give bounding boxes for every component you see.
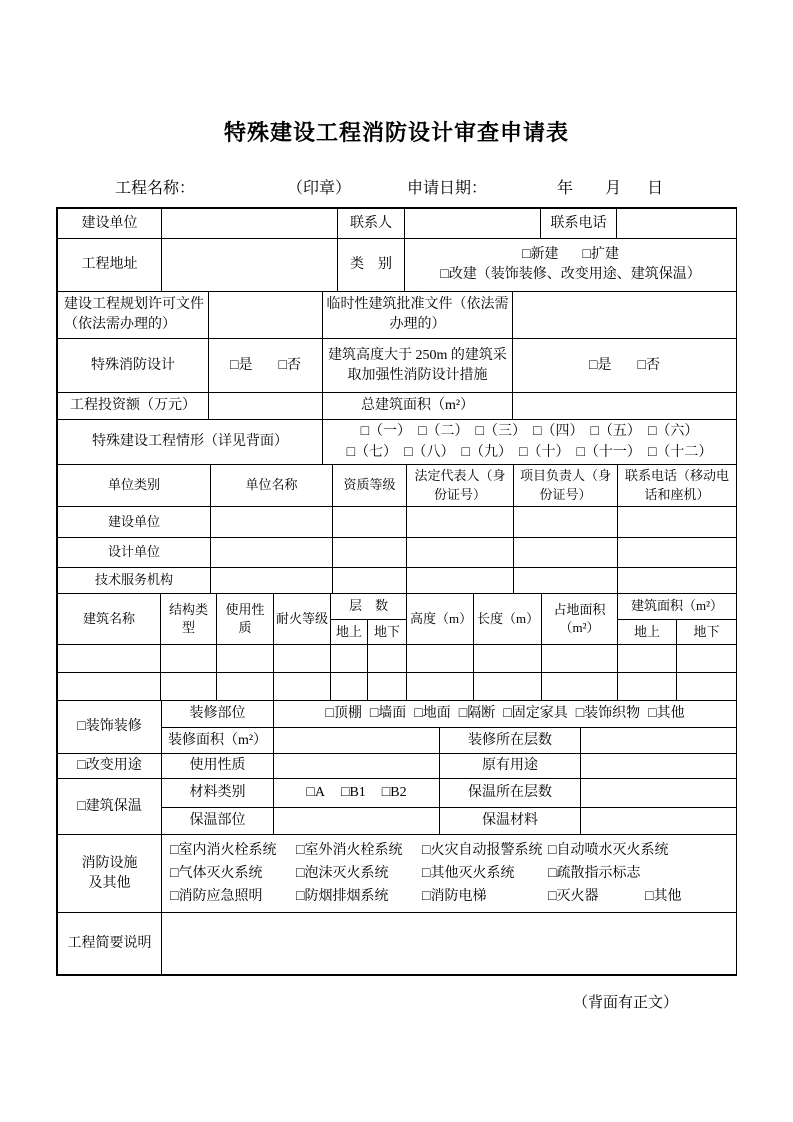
brief-description-value-cell[interactable]: [162, 913, 737, 975]
building-row1-fire-rating-cell[interactable]: [274, 645, 331, 673]
buildings-header-fire-rating: 耐火等级: [274, 594, 331, 645]
footer-note: （背面有正文）: [572, 995, 678, 1011]
units-header-qualification: 资质等级: [333, 465, 407, 507]
category-label: 类 别: [338, 239, 405, 292]
units-header-category: 单位类别: [58, 465, 211, 507]
checkbox-smoke-control[interactable]: □防烟排烟系统: [296, 889, 389, 904]
checkbox-situation-6[interactable]: □（六）: [647, 424, 699, 439]
building-row1-area-above-cell[interactable]: [618, 645, 677, 673]
apply-date-label: 申请日期：: [407, 180, 488, 197]
project-name-label: 工程名称：: [115, 180, 196, 197]
checkbox-situation-7[interactable]: □（七）: [346, 445, 398, 460]
checkbox-gas-extinguishing[interactable]: □气体灭火系统: [170, 866, 263, 881]
decoration-part-label: 装修部位: [162, 701, 274, 728]
unit-tech-leader-cell[interactable]: [514, 568, 618, 594]
checkbox-floor[interactable]: □地面: [414, 706, 451, 722]
checkbox-decorative-fabric[interactable]: □装饰织物: [575, 706, 641, 722]
checkbox-special-design-no[interactable]: □否: [278, 357, 301, 373]
building-row2-fire-rating-cell[interactable]: [274, 673, 331, 701]
buildings-header-usage: 使用性质: [217, 594, 274, 645]
unit-construction-legal-rep-cell[interactable]: [407, 507, 514, 538]
unit-construction-leader-cell[interactable]: [514, 507, 618, 538]
investment-label: 工程投资额（万元）: [58, 393, 209, 420]
planning-permit-label: 建设工程规划许可文件（依法需办理的）: [58, 292, 209, 339]
checkbox-material-b2[interactable]: □B2: [381, 785, 407, 801]
checkbox-wall[interactable]: □墙面: [369, 706, 407, 722]
checkbox-fire-other[interactable]: □其他: [645, 889, 682, 904]
checkbox-material-b1[interactable]: □B1: [340, 785, 366, 801]
special-fire-design-label: 特殊消防设计: [58, 339, 209, 393]
checkbox-situation-12[interactable]: □（十二）: [647, 445, 713, 460]
fire-facilities-label-line2: 及其他: [88, 875, 131, 891]
building-row2-structure-cell[interactable]: [161, 673, 217, 701]
checkbox-evacuation-signs[interactable]: □疏散指示标志: [548, 866, 641, 881]
unit-tech-phone-cell[interactable]: [618, 568, 737, 594]
special-fire-design-options: [209, 339, 323, 393]
unit-design-leader-cell[interactable]: [514, 538, 618, 568]
checkbox-situation-8[interactable]: □（八）: [404, 445, 455, 460]
building-row2-area-below-cell[interactable]: [677, 673, 737, 701]
building-row2-area-above-cell[interactable]: [618, 673, 677, 701]
unit-design-name-cell[interactable]: [211, 538, 333, 568]
special-situation-table: [57, 419, 737, 465]
unit-design-phone-cell[interactable]: [618, 538, 737, 568]
buildings-header-floors-below: 地下: [368, 620, 407, 645]
checkbox-situation-5[interactable]: □（五）: [590, 424, 641, 439]
height-over-250-options: [513, 339, 737, 393]
unit-row-tech-service-label: 技术服务机构: [58, 568, 211, 594]
checkbox-fire-extinguisher[interactable]: □灭火器: [548, 889, 599, 904]
fire-facilities-label-line1: 消防设施: [81, 855, 138, 871]
checkbox-fire-elevator[interactable]: □消防电梯: [422, 889, 487, 904]
original-use-value-cell[interactable]: [581, 754, 737, 779]
unit-design-legal-rep-cell[interactable]: [407, 538, 514, 568]
building-row2-name-cell[interactable]: [58, 673, 161, 701]
buildings-header-area-below: 地下: [677, 620, 737, 645]
buildings-header-floor-area: 建筑面积（m²）: [618, 594, 737, 620]
building-row1-area-below-cell[interactable]: [677, 645, 737, 673]
checkbox-other-extinguishing[interactable]: □其他灭火系统: [422, 866, 515, 881]
buildings-header-length: 长度（m）: [474, 594, 542, 645]
fire-facilities-label: [58, 835, 162, 913]
form-header-line: [115, 178, 793, 200]
buildings-header-structure: 结构类型: [161, 594, 217, 645]
insulation-part-value-cell[interactable]: [274, 808, 440, 835]
checkbox-height250-yes[interactable]: □是: [589, 357, 612, 373]
buildings-header-area-above: 地上: [618, 620, 677, 645]
unit-construction-qualification-cell[interactable]: [333, 507, 407, 538]
unit-construction-phone-cell[interactable]: [618, 507, 737, 538]
insulation-material-value-cell[interactable]: [581, 808, 737, 835]
unit-tech-qualification-cell[interactable]: [333, 568, 407, 594]
decoration-floors-value-cell[interactable]: [581, 728, 737, 754]
special-situation-options-cell: [323, 420, 737, 465]
building-row2-footprint-cell[interactable]: [542, 673, 618, 701]
contact-person-label: 联系人: [338, 209, 405, 239]
investment-value-cell[interactable]: [209, 393, 323, 420]
checkbox-situation-11[interactable]: □（十一）: [576, 445, 641, 460]
checkbox-situation-9[interactable]: □（九）: [461, 445, 512, 460]
usage-nature-label: 使用性质: [162, 754, 274, 779]
buildings-table: [57, 593, 737, 701]
checkbox-sprinkler[interactable]: □自动喷水灭火系统: [548, 843, 669, 858]
checkbox-indoor-hydrant[interactable]: □室内消火栓系统: [170, 843, 277, 858]
material-category-label: 材料类别: [162, 779, 274, 808]
building-row2-length-cell[interactable]: [474, 673, 542, 701]
building-row2-floors-above-cell[interactable]: [331, 673, 368, 701]
basic-info-table: [57, 208, 737, 292]
checkbox-change-use-section[interactable]: □改变用途: [58, 754, 162, 779]
building-row2-usage-cell[interactable]: [217, 673, 274, 701]
special-situation-label: 特殊建设工程情形（详见背面）: [58, 420, 323, 465]
building-row1-name-cell[interactable]: [58, 645, 161, 673]
checkbox-auto-alarm[interactable]: □火灾自动报警系统: [422, 843, 543, 858]
building-row1-usage-cell[interactable]: [217, 645, 274, 673]
units-header-name: 单位名称: [211, 465, 333, 507]
checkbox-decoration-section[interactable]: □装饰装修: [58, 701, 162, 754]
fire-facilities-table: [57, 834, 737, 913]
checkbox-emergency-lighting[interactable]: □消防应急照明: [170, 889, 263, 904]
contact-phone-value-cell[interactable]: [617, 209, 737, 239]
buildings-header-footprint: 占地面积（m²）: [542, 594, 618, 645]
units-header-project-leader: 项目负责人（身份证号）: [514, 465, 618, 507]
checkbox-insulation-section[interactable]: □建筑保温: [58, 779, 162, 835]
original-use-label: 原有用途: [440, 754, 581, 779]
height-over-250-label: 建筑高度大于 250m 的建筑采取加强性消防设计措施: [323, 339, 513, 393]
decoration-floors-label: 装修所在层数: [440, 728, 581, 754]
checkbox-new-build[interactable]: □新建: [522, 247, 559, 263]
decoration-area-label: 装修面积（m²）: [162, 728, 274, 754]
checkbox-situation-1[interactable]: □（一）: [360, 424, 412, 439]
unit-design-qualification-cell[interactable]: [333, 538, 407, 568]
units-header-legal-rep: 法定代表人（身份证号）: [407, 465, 514, 507]
fire-facilities-options-cell: [162, 835, 737, 913]
building-row1-footprint-cell[interactable]: [542, 645, 618, 673]
unit-tech-name-cell[interactable]: [211, 568, 333, 594]
checkbox-partition[interactable]: □隔断: [458, 706, 496, 722]
unit-tech-legal-rep-cell[interactable]: [407, 568, 514, 594]
checkbox-situation-3[interactable]: □（三）: [475, 424, 526, 439]
checkbox-fixed-furniture[interactable]: □固定家具: [503, 706, 568, 722]
construction-unit-value-cell[interactable]: [162, 209, 338, 239]
building-row1-floors-above-cell[interactable]: [331, 645, 368, 673]
year-label: 年: [557, 180, 574, 197]
brief-description-table: [57, 912, 737, 975]
building-row1-structure-cell[interactable]: [161, 645, 217, 673]
category-options-cell: [405, 239, 737, 292]
planning-permit-value-cell[interactable]: [209, 292, 323, 339]
unit-construction-name-cell[interactable]: [211, 507, 333, 538]
permits-table: [57, 291, 737, 420]
unit-row-design-label: 设计单位: [58, 538, 211, 568]
buildings-header-name: 建筑名称: [58, 594, 161, 645]
checkbox-reconstruction[interactable]: □改建（装饰装修、改变用途、建筑保温）: [440, 267, 701, 282]
construction-unit-label: 建设单位: [58, 209, 162, 239]
checkbox-outdoor-hydrant[interactable]: □室外消火栓系统: [296, 843, 403, 858]
day-label: 日: [647, 180, 664, 197]
checkbox-height250-no[interactable]: □否: [637, 357, 660, 373]
month-label: 月: [605, 180, 622, 197]
checkbox-foam-extinguishing[interactable]: □泡沫灭火系统: [296, 866, 389, 881]
project-address-value-cell[interactable]: [162, 239, 338, 292]
decoration-area-value-cell[interactable]: [274, 728, 440, 754]
application-form-table: [57, 208, 736, 975]
temporary-approval-value-cell[interactable]: [513, 292, 737, 339]
insulation-floors-value-cell[interactable]: [581, 779, 737, 808]
insulation-floors-label: 保温所在层数: [440, 779, 581, 808]
usage-nature-value-cell[interactable]: [274, 754, 440, 779]
page-title: 特殊建设工程消防设计审查申请表: [223, 120, 569, 145]
building-row1-height-cell[interactable]: [407, 645, 474, 673]
building-row2-height-cell[interactable]: [407, 673, 474, 701]
building-row1-floors-below-cell[interactable]: [368, 645, 407, 673]
contact-phone-label: 联系电话: [541, 209, 617, 239]
checkbox-special-design-yes[interactable]: □是: [230, 357, 253, 373]
buildings-header-floors: 层 数: [331, 594, 407, 620]
building-row2-floors-below-cell[interactable]: [368, 673, 407, 701]
insulation-material-label: 保温材料: [440, 808, 581, 835]
material-options-cell: [274, 779, 440, 808]
brief-description-label: 工程简要说明: [58, 913, 162, 975]
renovation-table: [57, 700, 737, 835]
total-area-label: 总建筑面积（m²）: [323, 393, 513, 420]
checkbox-situation-4[interactable]: □（四）: [533, 424, 584, 439]
checkbox-material-a[interactable]: □A: [306, 785, 325, 801]
seal-label: （印章）: [295, 180, 352, 197]
total-area-value-cell[interactable]: [513, 393, 737, 420]
checkbox-ceiling[interactable]: □顶棚: [325, 706, 362, 722]
insulation-part-label: 保温部位: [162, 808, 274, 835]
checkbox-expansion[interactable]: □扩建: [582, 247, 619, 263]
contact-person-value-cell[interactable]: [405, 209, 541, 239]
checkbox-decoration-other[interactable]: □其他: [648, 706, 685, 722]
checkbox-situation-2[interactable]: □（二）: [418, 424, 469, 439]
building-row1-length-cell[interactable]: [474, 645, 542, 673]
buildings-header-floors-above: 地上: [331, 620, 368, 645]
decoration-part-options-cell: [274, 701, 737, 728]
units-header-phone: 联系电话（移动电话和座机）: [618, 465, 737, 507]
units-table: [57, 464, 737, 594]
temporary-approval-label: 临时性建筑批准文件（依法需办理的）: [323, 292, 513, 339]
project-address-label: 工程地址: [58, 239, 162, 292]
buildings-header-height: 高度（m）: [407, 594, 474, 645]
unit-row-construction-label: 建设单位: [58, 507, 211, 538]
checkbox-situation-10[interactable]: □（十）: [519, 445, 570, 460]
